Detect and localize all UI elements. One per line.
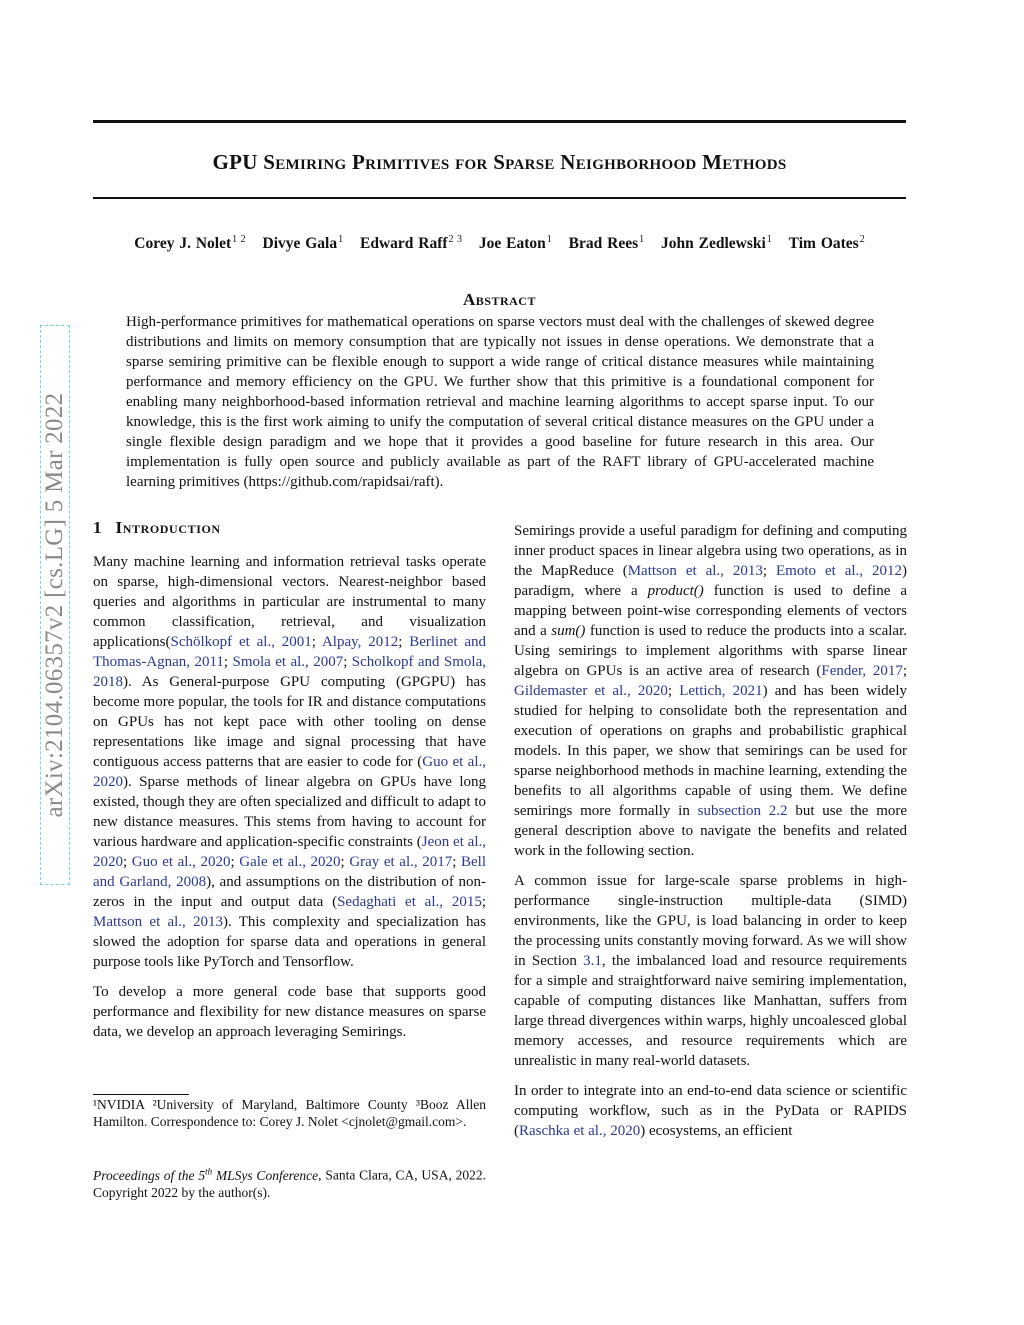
citation-link[interactable]: Guo et al., 2020 — [131, 854, 231, 870]
citation-link[interactable]: Smola et al., 2007 — [232, 654, 344, 670]
citation-link[interactable]: Jeon et al., 2020 — [93, 834, 486, 870]
author: Brad Rees$^1$ — [568, 234, 645, 253]
citation-link[interactable]: Emoto et al., 2012 — [776, 563, 902, 579]
author: Corey J. Nolet$^{1 2}$ — [134, 234, 246, 253]
paper-title — [93, 150, 906, 175]
paragraph: To develop a more general code base that supports good performance and flexibility for new distance measures on sparse data, we develop an approach leveraging Semirings. — [93, 984, 486, 1040]
arxiv-stamp — [40, 325, 70, 885]
cross-reference-link[interactable]: 3.1 — [583, 953, 602, 969]
author: Joe Eaton$^1$ — [478, 234, 552, 253]
right-column — [514, 521, 907, 1151]
author: Divye Gala$^1$ — [262, 234, 344, 253]
section-heading — [93, 518, 486, 538]
section-title: Introduction — [115, 518, 221, 537]
citation-link[interactable]: Alpay, 2012 — [321, 634, 399, 650]
citation-link[interactable]: Sedaghati et al., 2015 — [337, 894, 482, 910]
arxiv-identifier[interactable]: arXiv:2104.06357v2 [cs.LG] 5 Mar 2022 — [40, 325, 70, 885]
abstract-text: High-performance primitives for mathematical operations on sparse vectors must deal with the challenges of skewed degree distributions and limits on memory consumption that are typically not issues in dense operations. We demonstrate that a sparse semiring primitive can be flexible enough to support a wide range of critical distance measures while maintaining performance and memory efficiency on the GPU. We further show that this primitive is a foundational component for enabling many neighborhood-based information retrieval and machine learning algorithms to accept sparse input. To our knowledge, this is the first work aiming to unify the computation of several critical distance measures on the GPU under a single flexible design paradigm and we hope that it provides a good baseline for future research in this area. Our implementation is fully open source and publicly available as part of the RAFT library of GPU-accelerated machine learning primitives (https://github.com/rapidsai/raft). — [126, 314, 874, 490]
abstract-heading: Abstract — [463, 290, 536, 309]
citation-link[interactable]: Mattson et al., 2013 — [93, 914, 224, 930]
citation-link[interactable]: Guo et al., 2020 — [93, 754, 487, 790]
citation-link[interactable]: Berlinet and Thomas-Agnan, 2011 — [93, 634, 487, 670]
cross-reference-link[interactable]: subsection 2.2 — [697, 803, 788, 819]
footnote-rule — [93, 1094, 189, 1095]
citation-link[interactable]: Scholkopf and Smola, 2018 — [93, 654, 486, 690]
citation-link[interactable]: Lettich, 2021 — [679, 683, 763, 699]
citation-link[interactable]: Fender, 2017 — [821, 663, 903, 679]
title-top-rule — [93, 120, 906, 123]
author: Tim Oates$^2$ — [788, 234, 865, 253]
proceedings-note: Proceedings of the 5th MLSys Conference, Santa Clara, CA, USA, 2022. Copyright 2022 by the author(s). — [93, 1166, 486, 1200]
author: Edward Raff$^{2 3}$ — [360, 234, 463, 253]
paragraph: Semirings provide a useful paradigm for defining and computing inner product spaces in linear algebra using two operations, as in the MapReduce (Mattson et al., 2013; Emoto et al., 2012) paradigm, where a product() function is used to define a mapping between point-wise corresponding elements of vectors and a sum() function is used to reduce the products into a scalar. Using semirings to implement algorithms with sparse linear algebra on GPUs is an active area of research (Fender, 2017; Gildemaster et al., 2020; Lettich, 2021) and has been widely studied for helping to consolidate both the representation and execution of operations on graphs and probabilistic graphical models. In this paper, we show that semirings can be used for sparse neighborhood methods in machine learning, extending the benefits to all algorithms capable of using them. We define semirings more formally in subsection 2.2 but use the more general description above to navigate the benefits and related work in the following section. — [514, 523, 908, 859]
section-number: 1 — [93, 518, 102, 537]
citation-link[interactable]: Gildemaster et al., 2020 — [514, 683, 668, 699]
left-column — [93, 518, 486, 1052]
citation-link[interactable]: Raschka et al., 2020 — [519, 1123, 641, 1139]
citation-link[interactable]: Gale et al., 2020 — [239, 854, 341, 870]
title-bottom-rule — [93, 197, 906, 199]
citation-link[interactable]: Mattson et al., 2013 — [627, 563, 763, 579]
citation-link[interactable]: Gray et al., 2017 — [349, 854, 453, 870]
author-list — [93, 234, 906, 253]
paper-title-text: GPU Semiring Primitives for Sparse Neighborhood Methods — [212, 150, 787, 174]
citation-link[interactable]: Bell and Garland, 2008 — [93, 854, 486, 890]
code-term: product() — [647, 583, 704, 599]
paragraph: In order to integrate into an end-to-end data science or scientific computing workflow, such as in the PyData or RAPIDS (Raschka et al., 2020) ecosystems, an efficient — [514, 1083, 907, 1139]
paragraph: Many machine learning and information retrieval tasks operate on sparse, high-dimensional vectors. Nearest-neighbor based queries and algorithms in particular are instrumental to many common classification, retrieval, and visualization applications(Schölkopf et al., 2001; Alpay, 2012; Berlinet and Thomas-Agnan, 2011; Smola et al., 2007; Scholkopf and Smola, 2018). As General-purpose GPU computing (GPGPU) has become more popular, the tools for IR and distance computations on GPUs has not kept pace with other tooling on dense representations like image and signal processing that have contiguous access patterns that are easier to code for (Guo et al., 2020). Sparse methods of linear algebra on GPUs have long existed, though they are often specialized and difficult to adapt to new distance measures. This stems from having to account for various hardware and application-specific constraints (Jeon et al., 2020; Guo et al., 2020; Gale et al., 2020; Gray et al., 2017; Bell and Garland, 2008), and assumptions on the distribution of non-zeros in the input and output data (Sedaghati et al., 2015; Mattson et al., 2013). This complexity and specialization has slowed the adoption for sparse data and operations in general purpose tools like PyTorch and Tensorflow. — [93, 554, 487, 970]
paragraph: A common issue for large-scale sparse problems in high-performance single-instruction multiple-data (SIMD) environments, like the GPU, is load balancing in order to keep the processing units constantly moving forward. As we will show in Section 3.1, the imbalanced load and resource requirements for a simple and straightforward naive semiring implementation, capable of computing distances like Manhattan, suffers from large thread divergences within warps, highly uncoalesced global memory accesses, and resource requirements which are unrealistic in many real-world datasets. — [514, 873, 907, 1069]
author: John Zedlewski$^1$ — [661, 234, 772, 253]
affiliation-footnote: ¹NVIDIA ²University of Maryland, Baltimore County ³Booz Allen Hamilton. Correspondence to: Corey J. Nolet <cjnolet@gmail.com>. — [93, 1097, 486, 1129]
code-term: sum() — [551, 623, 586, 639]
citation-link[interactable]: Schölkopf et al., 2001 — [170, 634, 312, 650]
